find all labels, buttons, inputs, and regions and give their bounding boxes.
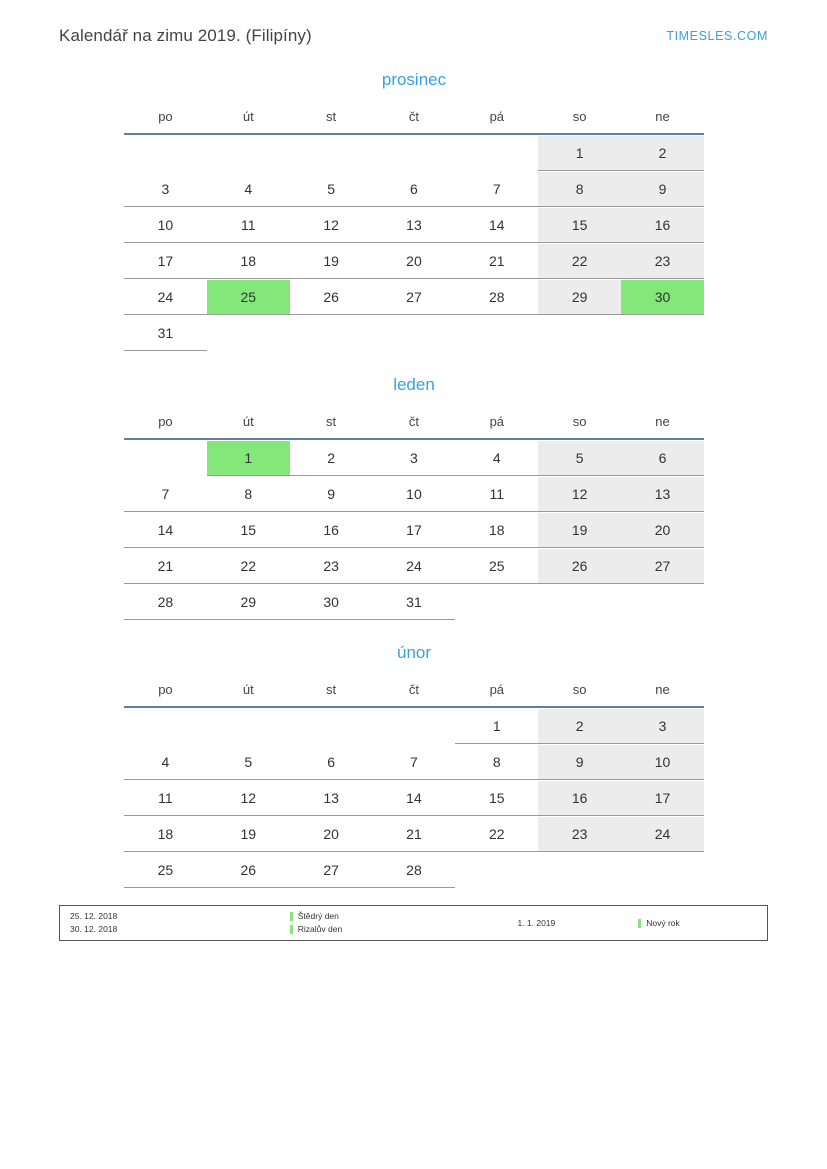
day-number: 8 [538,172,621,207]
legend-entry [290,924,518,935]
day-cell-weekend[interactable] [621,207,704,243]
day-cell-empty [207,315,290,351]
week-row [124,780,704,816]
day-number: 13 [621,477,704,512]
day-cell[interactable] [373,476,456,512]
legend-date: 1. 1. 2019 [517,917,556,928]
day-cell-weekend[interactable] [538,279,621,315]
day-number: 16 [538,781,621,816]
weekday-header-ne: ne [621,103,704,134]
day-cell[interactable] [455,476,538,512]
day-cell[interactable] [124,780,207,816]
day-cell[interactable] [373,548,456,584]
weekday-header-so: so [538,408,621,439]
week-row [124,548,704,584]
day-number: 28 [455,280,538,315]
day-number: 6 [373,172,456,207]
day-cell-empty [538,315,621,351]
day-number: 10 [373,477,456,512]
day-cell[interactable] [373,207,456,243]
day-cell-empty [373,707,456,744]
day-number: 12 [290,208,373,243]
day-cell-weekend[interactable] [621,744,704,780]
day-number: 7 [455,172,538,207]
day-cell[interactable] [207,243,290,279]
page-title: Kalendář na zimu 2019. (Filipíny) [59,26,312,45]
day-number: 11 [455,477,538,512]
day-number: 16 [290,513,373,548]
day-number: 27 [373,280,456,315]
day-cell-empty [455,852,538,888]
day-cell[interactable] [207,816,290,852]
day-cell[interactable] [124,315,207,351]
day-cell-weekend[interactable] [538,780,621,816]
day-cell-weekend[interactable] [621,243,704,279]
weekday-header-so: so [538,676,621,707]
month-title: leden [393,375,435,394]
weekday-header-pá: pá [455,676,538,707]
day-cell-empty [290,707,373,744]
day-number: 4 [207,172,290,207]
day-cell[interactable] [290,476,373,512]
day-cell-empty [621,315,704,351]
day-number: 1 [538,136,621,171]
day-number: 1 [207,441,290,476]
day-number: 6 [621,441,704,476]
day-number: 31 [124,316,207,351]
day-cell-weekend[interactable] [538,512,621,548]
legend-dates-left [70,911,290,935]
week-row [124,207,704,243]
day-cell[interactable] [124,548,207,584]
month-block-january [124,375,704,620]
month-block-february [124,643,704,888]
day-number: 14 [373,781,456,816]
day-cell-weekend[interactable] [538,707,621,744]
day-number: 21 [124,549,207,584]
day-cell[interactable] [124,279,207,315]
day-cell-empty [538,852,621,888]
day-cell-weekend[interactable] [538,548,621,584]
week-row [124,744,704,780]
weekday-header-ne: ne [621,676,704,707]
month-grid [124,408,704,620]
month-grid [124,676,704,888]
weekday-header-pá: pá [455,408,538,439]
day-number: 14 [455,208,538,243]
day-cell[interactable] [455,548,538,584]
day-number: 28 [124,585,207,620]
day-number: 24 [124,280,207,315]
week-row [124,707,704,744]
day-cell[interactable] [373,852,456,888]
day-number: 23 [538,817,621,852]
day-number: 26 [290,280,373,315]
day-cell-empty [538,584,621,620]
day-number: 26 [207,853,290,888]
day-cell-weekend[interactable] [538,816,621,852]
day-cell[interactable] [207,852,290,888]
day-cell[interactable] [455,207,538,243]
day-cell-empty [290,315,373,351]
day-number: 25 [455,549,538,584]
day-number: 5 [538,441,621,476]
day-cell[interactable] [373,171,456,207]
day-number: 3 [621,709,704,744]
day-cell-weekend[interactable] [621,134,704,171]
day-cell[interactable] [290,816,373,852]
weekday-header-po: po [124,408,207,439]
day-number: 20 [621,513,704,548]
day-cell-empty [373,134,456,171]
day-number: 21 [455,244,538,279]
day-cell[interactable] [290,744,373,780]
day-cell-weekend[interactable] [621,707,704,744]
day-number: 4 [455,441,538,476]
day-cell-empty [455,584,538,620]
day-number: 18 [124,817,207,852]
weekday-header-po: po [124,103,207,134]
day-cell-empty [207,134,290,171]
day-cell[interactable] [207,512,290,548]
weekday-header-út: út [207,408,290,439]
weekday-header-so: so [538,103,621,134]
day-number: 28 [373,853,456,888]
day-cell[interactable] [290,279,373,315]
weekday-header-čt: čt [373,676,456,707]
legend-date: 25. 12. 2018 [70,911,118,921]
day-number: 2 [290,441,373,476]
day-number: 2 [621,136,704,171]
weekday-header-út: út [207,103,290,134]
day-cell[interactable] [455,512,538,548]
day-number: 29 [207,585,290,620]
weekday-header-row [124,408,704,439]
day-number: 3 [373,441,456,476]
day-cell[interactable] [373,816,456,852]
day-cell-weekend[interactable] [621,439,704,476]
legend-entry [290,911,518,922]
legend-names-left [290,911,518,935]
day-cell-empty [124,439,207,476]
day-number: 18 [207,244,290,279]
day-cell-weekend[interactable] [538,207,621,243]
day-cell[interactable] [207,548,290,584]
day-number: 20 [290,817,373,852]
day-cell-weekend[interactable] [621,816,704,852]
day-cell-weekend[interactable] [538,243,621,279]
legend-name: Rizalův den [297,924,343,934]
day-number: 22 [207,549,290,584]
day-number: 10 [124,208,207,243]
day-cell-empty [621,852,704,888]
day-number: 4 [124,745,207,780]
weekday-header-út: út [207,676,290,707]
day-cell[interactable] [373,512,456,548]
holiday-swatch-icon [290,925,293,934]
weekday-header-row [124,676,704,707]
weekday-header-st: st [290,676,373,707]
day-number: 17 [124,244,207,279]
day-cell[interactable] [290,439,373,476]
day-cell[interactable] [207,584,290,620]
day-number: 7 [373,745,456,780]
day-cell[interactable] [124,243,207,279]
weekday-header-st: st [290,103,373,134]
weekday-header-po: po [124,676,207,707]
day-number: 6 [290,745,373,780]
day-number: 17 [621,781,704,816]
day-cell[interactable] [207,780,290,816]
day-number: 26 [538,549,621,584]
day-number: 9 [290,477,373,512]
legend-dates-right [517,918,638,929]
day-number: 16 [621,208,704,243]
week-row [124,476,704,512]
holiday-legend [59,905,768,941]
day-cell[interactable] [207,171,290,207]
day-cell-weekend[interactable] [621,171,704,207]
day-cell[interactable] [124,852,207,888]
holiday-swatch-icon [290,912,293,921]
day-cell-weekend[interactable] [538,134,621,171]
week-row [124,171,704,207]
day-cell[interactable] [373,243,456,279]
day-cell[interactable] [124,584,207,620]
day-number: 5 [290,172,373,207]
day-number: 18 [455,513,538,548]
day-number: 30 [621,280,704,315]
day-cell[interactable] [207,207,290,243]
day-number: 1 [455,709,538,744]
weekday-header-pá: pá [455,103,538,134]
day-number: 12 [207,781,290,816]
day-number: 15 [538,208,621,243]
week-row [124,584,704,620]
day-cell-weekend[interactable] [538,171,621,207]
day-cell[interactable] [373,780,456,816]
day-number: 8 [455,745,538,780]
day-cell[interactable] [455,707,538,744]
week-row [124,315,704,351]
day-cell[interactable] [124,476,207,512]
day-cell[interactable] [290,207,373,243]
day-cell[interactable] [290,780,373,816]
day-number: 15 [455,781,538,816]
day-cell[interactable] [124,207,207,243]
legend-names-right [638,918,757,929]
week-row [124,439,704,476]
day-cell-weekend[interactable] [621,548,704,584]
day-cell-empty [455,134,538,171]
day-cell-empty [455,315,538,351]
day-cell[interactable] [290,852,373,888]
day-number: 2 [538,709,621,744]
week-row [124,816,704,852]
day-cell[interactable] [455,816,538,852]
day-cell-holiday[interactable] [621,279,704,315]
day-number: 3 [124,172,207,207]
page-header [59,20,768,52]
day-cell[interactable] [290,548,373,584]
day-cell-weekend[interactable] [621,476,704,512]
day-number: 17 [373,513,456,548]
day-number: 22 [538,244,621,279]
day-number: 13 [373,208,456,243]
day-number: 22 [455,817,538,852]
day-cell[interactable] [207,476,290,512]
day-cell[interactable] [455,439,538,476]
day-cell[interactable] [455,243,538,279]
day-cell[interactable] [455,171,538,207]
day-cell[interactable] [290,243,373,279]
day-number: 8 [207,477,290,512]
day-number: 23 [621,244,704,279]
month-block-december [124,70,704,351]
day-number: 24 [373,549,456,584]
day-cell-holiday[interactable] [207,279,290,315]
day-number: 27 [290,853,373,888]
day-cell[interactable] [124,171,207,207]
day-number: 21 [373,817,456,852]
day-cell-empty [124,134,207,171]
day-cell[interactable] [455,744,538,780]
legend-date: 30. 12. 2018 [70,924,118,934]
day-number: 15 [207,513,290,548]
weekday-header-st: st [290,408,373,439]
day-cell-weekend[interactable] [538,439,621,476]
day-cell-holiday[interactable] [207,439,290,476]
day-cell-weekend[interactable] [538,476,621,512]
weekday-header-row [124,103,704,134]
day-number: 25 [124,853,207,888]
day-number: 19 [538,513,621,548]
week-row [124,512,704,548]
day-cell-weekend[interactable] [538,744,621,780]
week-row [124,243,704,279]
day-cell[interactable] [290,584,373,620]
day-cell[interactable] [373,279,456,315]
day-number: 13 [290,781,373,816]
holiday-swatch-icon [638,919,641,928]
day-number: 31 [373,585,456,620]
legend-entry [638,918,757,929]
day-cell[interactable] [290,171,373,207]
day-number: 29 [538,280,621,315]
day-cell[interactable] [290,512,373,548]
day-number: 11 [124,781,207,816]
day-number: 23 [290,549,373,584]
day-number: 9 [621,172,704,207]
legend-name: Štědrý den [297,911,339,921]
weekday-header-čt: čt [373,408,456,439]
day-number: 19 [290,244,373,279]
day-cell-empty [621,584,704,620]
day-cell-empty [290,134,373,171]
day-number: 7 [124,477,207,512]
day-cell[interactable] [124,512,207,548]
day-cell-empty [207,707,290,744]
day-number: 5 [207,745,290,780]
day-number: 11 [207,208,290,243]
day-number: 25 [207,280,290,315]
week-row [124,279,704,315]
day-number: 30 [290,585,373,620]
month-title: prosinec [381,70,447,89]
day-cell-empty [373,315,456,351]
day-cell[interactable] [373,584,456,620]
day-cell-weekend[interactable] [621,512,704,548]
day-cell[interactable] [373,439,456,476]
legend-name: Nový rok [646,917,680,928]
day-number: 14 [124,513,207,548]
day-cell[interactable] [124,816,207,852]
brand-label: TIMESLES.COM [666,29,768,43]
month-title: únor [396,643,432,662]
day-cell[interactable] [373,744,456,780]
day-number: 9 [538,745,621,780]
weekday-header-ne: ne [621,408,704,439]
week-row [124,852,704,888]
day-number: 27 [621,549,704,584]
day-number: 19 [207,817,290,852]
day-cell[interactable] [455,780,538,816]
day-cell[interactable] [124,744,207,780]
day-cell[interactable] [455,279,538,315]
day-number: 12 [538,477,621,512]
month-grid [124,103,704,351]
day-number: 20 [373,244,456,279]
week-row [124,134,704,171]
day-number: 24 [621,817,704,852]
day-number: 10 [621,745,704,780]
weekday-header-čt: čt [373,103,456,134]
day-cell-weekend[interactable] [621,780,704,816]
day-cell[interactable] [207,744,290,780]
day-cell-empty [124,707,207,744]
